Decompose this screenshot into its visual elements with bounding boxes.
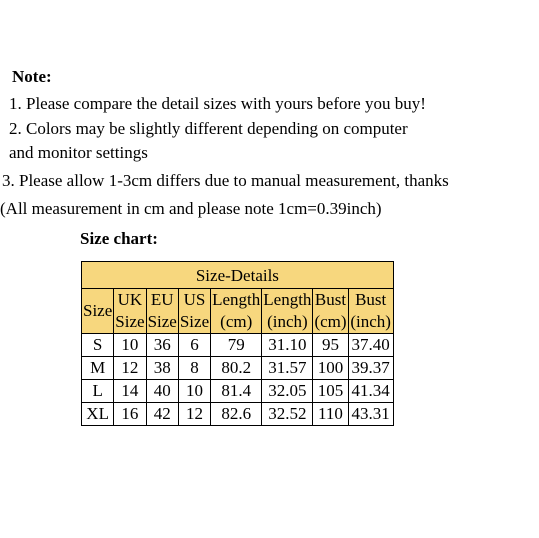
table-row <box>82 380 394 403</box>
cell-length-cm: 81.4 <box>211 380 262 403</box>
header-us-size: US Size <box>178 289 210 334</box>
header-uk-size: UK Size <box>114 289 146 334</box>
size-table <box>81 261 394 426</box>
note-line-1: 1. Please compare the detail sizes with yours before you buy! <box>9 94 426 113</box>
header-length-inch: Length (inch) <box>262 289 313 334</box>
cell-size: S <box>82 334 114 357</box>
cell-bust-cm: 95 <box>313 334 348 357</box>
cell-bust-cm: 105 <box>313 380 348 403</box>
cell-bust-inch: 39.37 <box>348 357 393 380</box>
cell-size: L <box>82 380 114 403</box>
cell-length-cm: 82.6 <box>211 403 262 426</box>
cell-uk: 16 <box>114 403 146 426</box>
cell-bust-inch: 43.31 <box>348 403 393 426</box>
header-eu-size: EU Size <box>146 289 178 334</box>
cell-eu: 42 <box>146 403 178 426</box>
size-chart-title: Size chart: <box>80 229 158 248</box>
cell-eu: 38 <box>146 357 178 380</box>
cell-bust-cm: 110 <box>313 403 348 426</box>
header-bust-inch: Bust (inch) <box>348 289 393 334</box>
cell-us: 6 <box>178 334 210 357</box>
cell-bust-cm: 100 <box>313 357 348 380</box>
cell-length-inch: 31.10 <box>262 334 313 357</box>
header-size: Size <box>82 289 114 334</box>
cell-bust-inch: 37.40 <box>348 334 393 357</box>
cell-us: 12 <box>178 403 210 426</box>
note-line-4: (All measurement in cm and please note 1cm=0.39inch) <box>0 199 382 218</box>
cell-eu: 36 <box>146 334 178 357</box>
note-line-3: 3. Please allow 1-3cm differs due to manual measurement, thanks <box>2 171 449 190</box>
cell-length-inch: 32.05 <box>262 380 313 403</box>
cell-length-inch: 31.57 <box>262 357 313 380</box>
cell-size: XL <box>82 403 114 426</box>
header-bust-cm: Bust (cm) <box>313 289 348 334</box>
note-line-2-continued: and monitor settings <box>9 143 148 162</box>
note-line-2: 2. Colors may be slightly different depending on computer <box>9 119 408 138</box>
note-title: Note: <box>12 67 52 86</box>
table-row <box>82 357 394 380</box>
cell-eu: 40 <box>146 380 178 403</box>
size-details-caption: Size-Details <box>82 262 394 289</box>
table-header-row <box>82 289 394 334</box>
table-caption-row <box>82 262 394 289</box>
table-row <box>82 403 394 426</box>
cell-uk: 10 <box>114 334 146 357</box>
cell-uk: 12 <box>114 357 146 380</box>
cell-uk: 14 <box>114 380 146 403</box>
cell-us: 10 <box>178 380 210 403</box>
cell-bust-inch: 41.34 <box>348 380 393 403</box>
table-row <box>82 334 394 357</box>
cell-length-cm: 79 <box>211 334 262 357</box>
cell-length-inch: 32.52 <box>262 403 313 426</box>
cell-us: 8 <box>178 357 210 380</box>
cell-size: M <box>82 357 114 380</box>
header-length-cm: Length (cm) <box>211 289 262 334</box>
cell-length-cm: 80.2 <box>211 357 262 380</box>
